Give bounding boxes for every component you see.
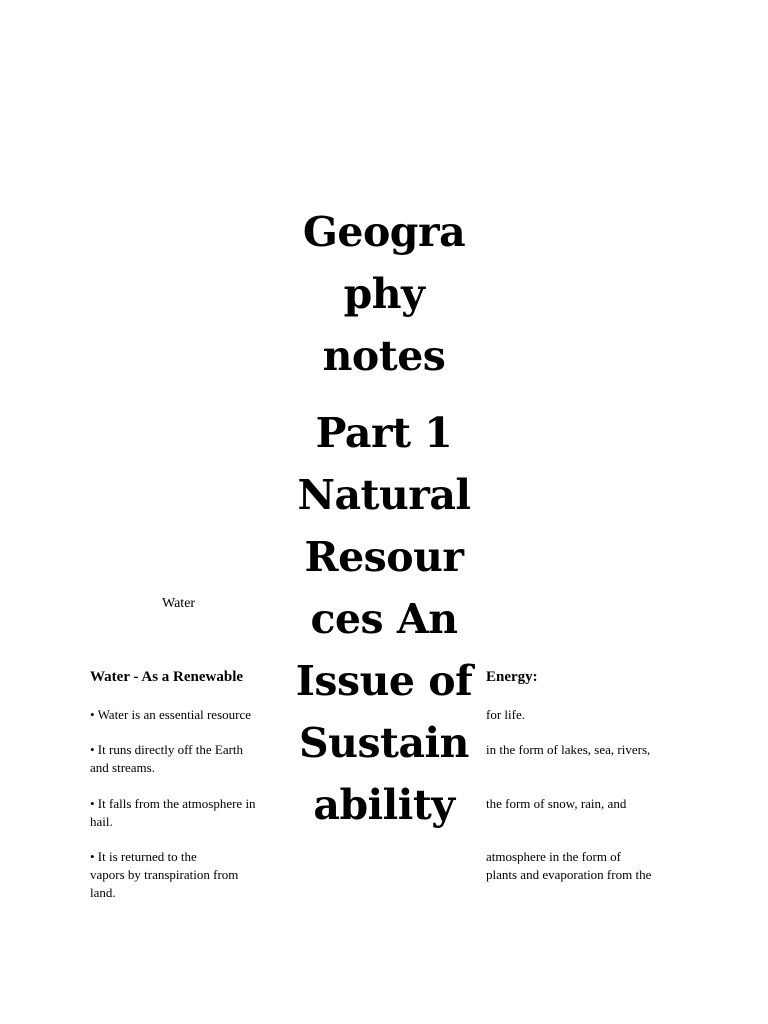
note-line: vapors by transpiration from — [90, 867, 239, 882]
section-label-water: Water — [162, 596, 196, 611]
right-heading: Energy: — [486, 669, 538, 685]
title-line: ces An — [310, 595, 458, 643]
title-line: Issue of — [295, 657, 473, 705]
note-line: • It runs directly off the Earth — [90, 742, 244, 757]
title-line: phy — [343, 270, 425, 318]
note-line: and streams. — [90, 760, 155, 775]
left-note — [90, 706, 285, 724]
right-note — [486, 848, 686, 884]
note-line: • It is returned to the — [90, 849, 197, 864]
title-line: Natural — [297, 471, 471, 519]
left-note — [90, 741, 285, 777]
note-line: in the form of lakes, sea, rivers, — [486, 742, 651, 757]
left-note — [90, 795, 285, 831]
title-line: Part 1 — [315, 409, 453, 457]
title-line: Sustain — [299, 719, 469, 767]
note-line: land. — [90, 885, 116, 900]
title-line: ability — [313, 781, 455, 829]
note-line: plants and evaporation from the — [486, 867, 652, 882]
note-line: • Water is an essential resource — [90, 707, 252, 722]
title-line: notes — [322, 332, 446, 380]
title-line: Geogra — [302, 208, 466, 256]
note-line: • It falls from the atmosphere in — [90, 796, 256, 811]
right-note — [486, 706, 686, 724]
right-note — [486, 795, 686, 813]
note-line: hail. — [90, 814, 113, 829]
note-line: atmosphere in the form of — [486, 849, 622, 864]
note-line: for life. — [486, 707, 525, 722]
title-line: Resour — [304, 533, 464, 581]
left-note — [90, 848, 285, 902]
note-line: the form of snow, rain, and — [486, 796, 627, 811]
right-note — [486, 741, 686, 759]
left-heading: Water - As a Renewable — [90, 669, 244, 685]
